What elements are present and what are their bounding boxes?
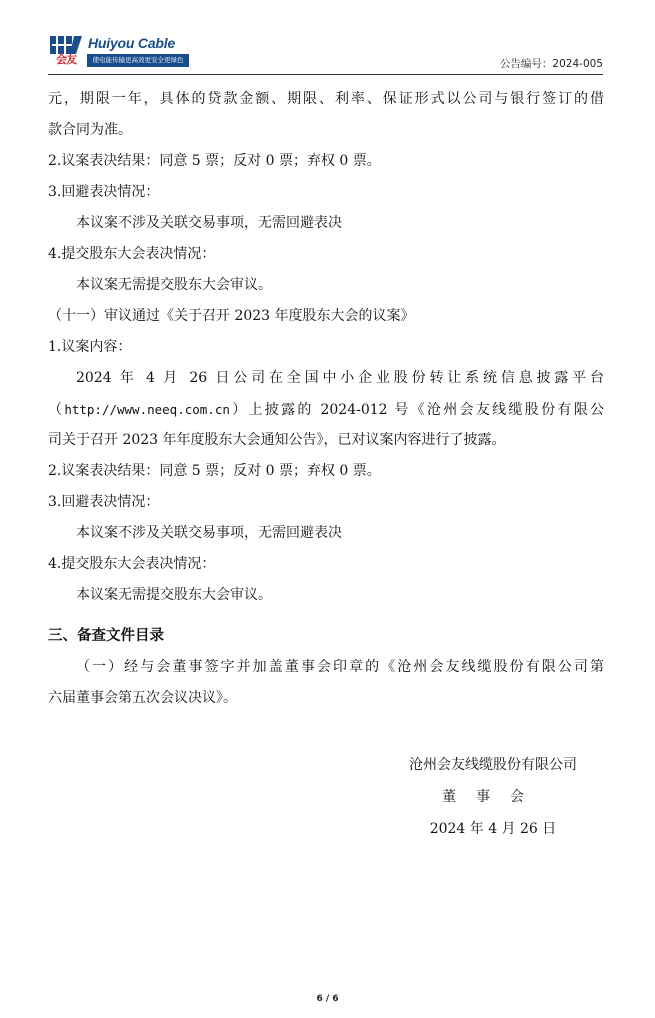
page-number: 6 / 6 (316, 994, 339, 1004)
signature-board: 董事会 (442, 789, 544, 805)
logo-slogan: 使电能传输更高效更安全更绿色 (87, 54, 189, 67)
shareholder-vote-text: 本议案无需提交股东大会审议。 (76, 277, 272, 293)
signature-company: 沧州会友线缆股份有限公司 (409, 757, 577, 773)
header-divider (48, 74, 603, 75)
text-line: 六届董事会第五次会议决议》。 (48, 690, 237, 706)
vote-result: 2.议案表决结果：同意 5 票；反对 0 票；弃权 0 票。 (48, 463, 381, 479)
text-segment: ）上披露的 2024-012 号《沧州会友线缆股份有限公 (229, 402, 605, 418)
motion-title: （十一）审议通过《关于召开 2023 年度股东大会的议案》 (48, 308, 415, 324)
logo-chinese-text: 会友 (56, 53, 76, 66)
company-logo (48, 32, 188, 72)
disclosure-url-link[interactable]: http://www.neeq.com.cn (64, 402, 230, 417)
text-line (48, 394, 604, 425)
shareholder-vote-text: 本议案无需提交股东大会审议。 (76, 587, 272, 603)
logo-english-text: Huiyou Cable (88, 35, 176, 51)
signature-date: 2024 年 4 月 26 日 (429, 821, 557, 837)
paren-open: （ (48, 402, 65, 418)
announcement-number: 公告编号：2024-005 (499, 58, 603, 70)
vote-result: 2.议案表决结果：同意 5 票；反对 0 票；弃权 0 票。 (48, 153, 381, 169)
recusal-text: 本议案不涉及关联交易事项，无需回避表决 (76, 215, 342, 231)
text-line: 2024 年 4 月 26 日公司在全国中小企业股份转让系统信息披露平台 (76, 370, 604, 386)
recusal-text: 本议案不涉及关联交易事项，无需回避表决 (76, 525, 342, 541)
text-line: 司关于召开 2023 年年度股东大会通知公告》，已对议案内容进行了披露。 (48, 432, 506, 448)
text-line: （一）经与会董事签字并加盖董事会印章的《沧州会友线缆股份有限公司第 (76, 659, 604, 675)
text-line: 款合同为准。 (48, 122, 132, 138)
shareholder-vote-heading: 4.提交股东大会表决情况： (48, 556, 216, 572)
text-line: 元，期限一年，具体的贷款金额、期限、利率、保证形式以公司与银行签订的借 (48, 91, 604, 107)
shareholder-vote-heading: 4.提交股东大会表决情况： (48, 246, 216, 262)
document-body (48, 84, 604, 714)
motion-content-heading: 1.议案内容： (48, 339, 132, 355)
recusal-heading: 3.回避表决情况： (48, 494, 160, 510)
section-heading: 三、备查文件目录 (48, 628, 164, 644)
recusal-heading: 3.回避表决情况： (48, 184, 160, 200)
